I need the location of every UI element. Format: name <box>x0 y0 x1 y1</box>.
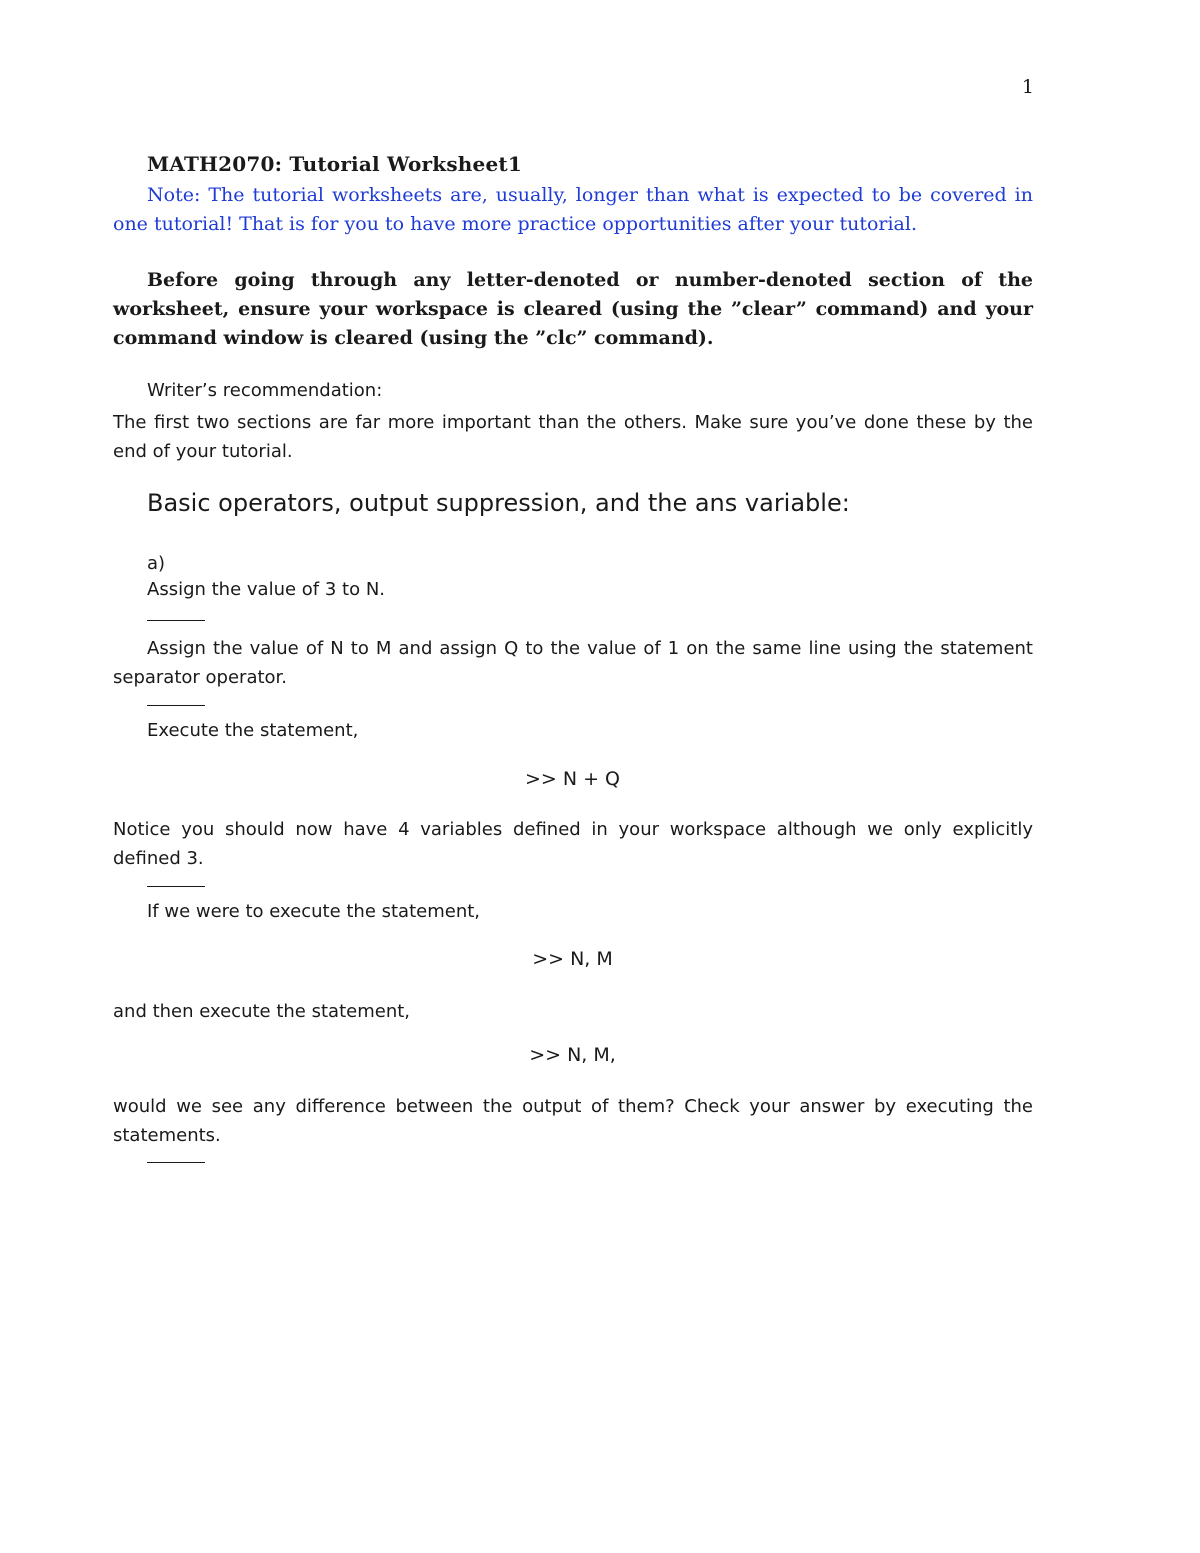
tutorial-note: Note: The tutorial worksheets are, usually, longer than what is expected to be covered in one tutorial! That is for you to have more practice opportunities after your tutorial. <box>113 184 1033 235</box>
step-execute: Execute the statement, <box>147 720 359 741</box>
code-statement-3: >> N, M, <box>529 1044 616 1066</box>
step-if-execute: If we were to execute the statement, <box>147 901 481 922</box>
workspace-warning: Before going through any letter-denoted or number-denoted section of the worksheet, ensure your workspace is cleared (using the ”clear” command) and your command window is cleared (using the ”clc” command). <box>113 269 1033 349</box>
part-label: a) <box>147 553 166 574</box>
difference-question: would we see any difference between the output of them? Check your answer by executing the statements. <box>113 1096 1033 1146</box>
separator-rule <box>147 1162 205 1163</box>
step-then-execute: and then execute the statement, <box>113 1001 410 1022</box>
step-assign-n: Assign the value of 3 to N. <box>147 579 385 600</box>
separator-rule <box>147 620 205 621</box>
separator-rule <box>147 886 205 887</box>
recommendation-label: Writer’s recommendation: <box>147 380 383 401</box>
worksheet-title: MATH2070: Tutorial Worksheet1 <box>147 152 522 176</box>
notice-text: Notice you should now have 4 variables defined in your workspace although we only explicitly defined 3. <box>113 819 1033 869</box>
recommendation-text: The first two sections are far more important than the others. Make sure you’ve done these by the end of your tutorial. <box>113 412 1033 462</box>
section-heading: Basic operators, output suppression, and the ans variable: <box>147 489 850 517</box>
page-number: 1 <box>1021 76 1034 98</box>
code-statement-1: >> N + Q <box>524 768 621 790</box>
code-statement-2: >> N, M <box>532 948 613 970</box>
separator-rule <box>147 705 205 706</box>
step-assign-m-q: Assign the value of N to M and assign Q to the value of 1 on the same line using the statement separator operator. <box>113 638 1033 688</box>
